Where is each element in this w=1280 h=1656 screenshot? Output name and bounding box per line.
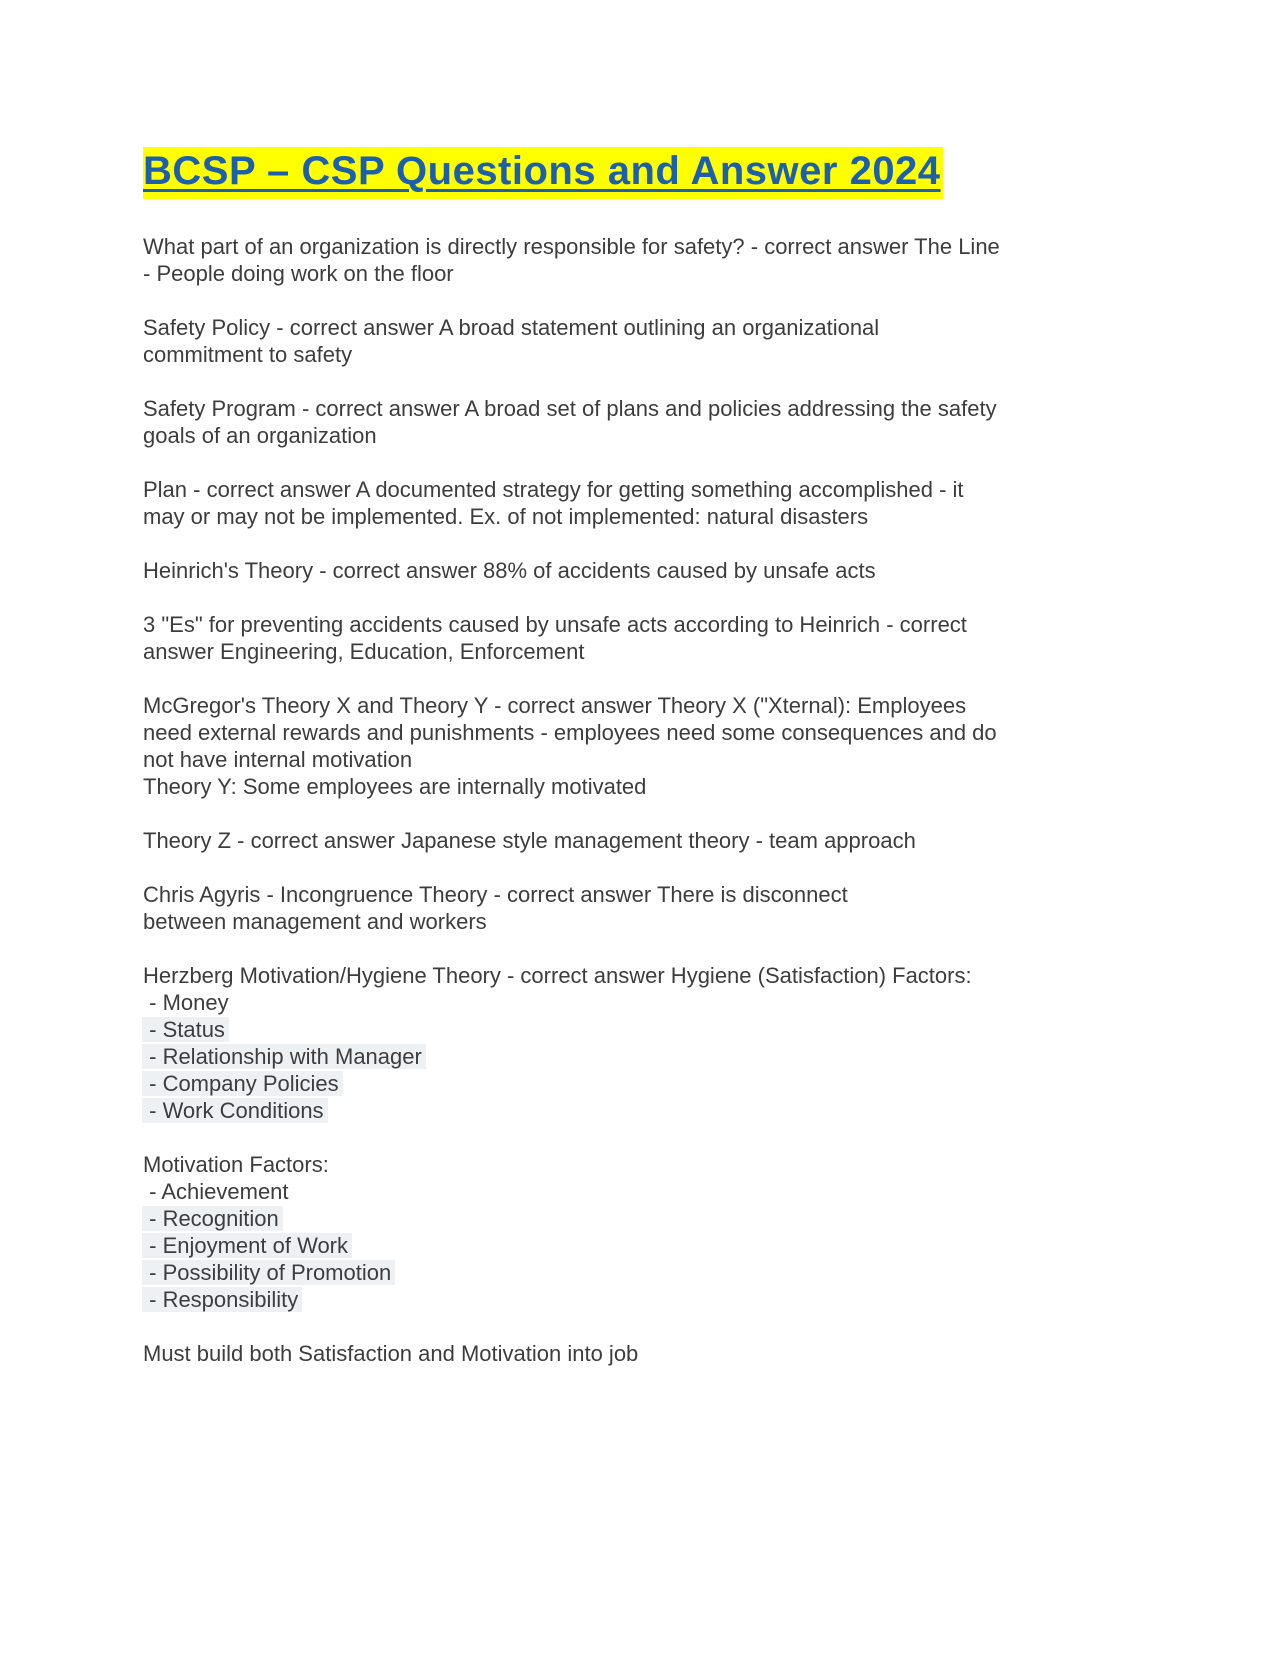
text: Plan - correct answer A documented strategy for getting something accomplished - it (143, 477, 964, 502)
text: Theory Z - correct answer Japanese style management theory - team approach (143, 828, 916, 853)
text-line (143, 1151, 1083, 1178)
paragraph (143, 611, 1083, 665)
text-line (143, 611, 1083, 638)
document-title (143, 145, 1083, 197)
paragraph (143, 314, 1083, 368)
text-line (143, 1232, 1083, 1259)
text: Motivation Factors: (143, 1152, 329, 1177)
paragraph (143, 557, 1083, 584)
text: Heinrich's Theory - correct answer 88% of accidents caused by unsafe acts (143, 558, 876, 583)
paragraph (143, 395, 1083, 449)
text: between management and workers (143, 909, 487, 934)
paragraph (143, 827, 1083, 854)
highlighted-text: - Enjoyment of Work (143, 1233, 349, 1258)
text-line (143, 503, 1083, 530)
text: - Achievement (143, 1179, 289, 1204)
text-line (143, 557, 1083, 584)
text-line (143, 827, 1083, 854)
highlighted-text: - Work Conditions (143, 1098, 324, 1123)
paragraph (143, 881, 1083, 935)
paragraph (143, 233, 1083, 287)
paragraph (143, 1151, 1083, 1313)
text-line (143, 1043, 1083, 1070)
text-line (143, 962, 1083, 989)
text: What part of an organization is directly responsible for safety? - correct answer The Line (143, 234, 1000, 259)
text-line (143, 989, 1083, 1016)
text: answer Engineering, Education, Enforcement (143, 639, 585, 664)
text: need external rewards and punishments - employees need some consequences and do (143, 720, 997, 745)
document-body (143, 233, 1083, 1367)
paragraph (143, 476, 1083, 530)
text: - Money (143, 990, 229, 1015)
text: Herzberg Motivation/Hygiene Theory - correct answer Hygiene (Satisfaction) Factors: (143, 963, 972, 988)
text: - People doing work on the floor (143, 261, 454, 286)
text-line (143, 908, 1083, 935)
text-line (143, 1070, 1083, 1097)
text-line (143, 341, 1083, 368)
text-line (143, 1016, 1083, 1043)
text-line (143, 1286, 1083, 1313)
text: Safety Policy - correct answer A broad statement outlining an organizational (143, 315, 880, 340)
text: Chris Agyris - Incongruence Theory - correct answer There is disconnect (143, 882, 848, 907)
text-line (143, 719, 1083, 746)
paragraph (143, 1340, 1083, 1367)
document-content (143, 145, 1083, 1394)
text-line (143, 422, 1083, 449)
text-line (143, 1178, 1083, 1205)
text-line (143, 773, 1083, 800)
text-line (143, 638, 1083, 665)
highlighted-text: - Company Policies (143, 1071, 339, 1096)
highlighted-text: - Status (143, 1017, 225, 1042)
text-line (143, 314, 1083, 341)
text-line (143, 1205, 1083, 1232)
text: may or may not be implemented. Ex. of not implemented: natural disasters (143, 504, 869, 529)
text: 3 "Es" for preventing accidents caused by unsafe acts according to Heinrich - correct (143, 612, 967, 637)
text: Must build both Satisfaction and Motivation into job (143, 1341, 639, 1366)
text-line (143, 1097, 1083, 1124)
text: Theory Y: Some employees are internally motivated (143, 774, 647, 799)
text-line (143, 1340, 1083, 1367)
text: Safety Program - correct answer A broad set of plans and policies addressing the safety (143, 396, 997, 421)
text-line (143, 1259, 1083, 1286)
text: commitment to safety (143, 342, 353, 367)
title-highlighted-text: BCSP – CSP Questions and Answer 2024 (143, 147, 943, 199)
highlighted-text: - Recognition (143, 1206, 279, 1231)
highlighted-text: - Responsibility (143, 1287, 299, 1312)
text-line (143, 881, 1083, 908)
text: McGregor's Theory X and Theory Y - correct answer Theory X ("Xternal): Employees (143, 693, 967, 718)
paragraph (143, 692, 1083, 800)
text: goals of an organization (143, 423, 377, 448)
text-line (143, 395, 1083, 422)
highlighted-text: - Relationship with Manager (143, 1044, 422, 1069)
text-line (143, 260, 1083, 287)
paragraph (143, 962, 1083, 1124)
text: not have internal motivation (143, 747, 413, 772)
text-line (143, 692, 1083, 719)
highlighted-text: - Possibility of Promotion (143, 1260, 392, 1285)
text-line (143, 476, 1083, 503)
text-line (143, 746, 1083, 773)
text-line (143, 233, 1083, 260)
